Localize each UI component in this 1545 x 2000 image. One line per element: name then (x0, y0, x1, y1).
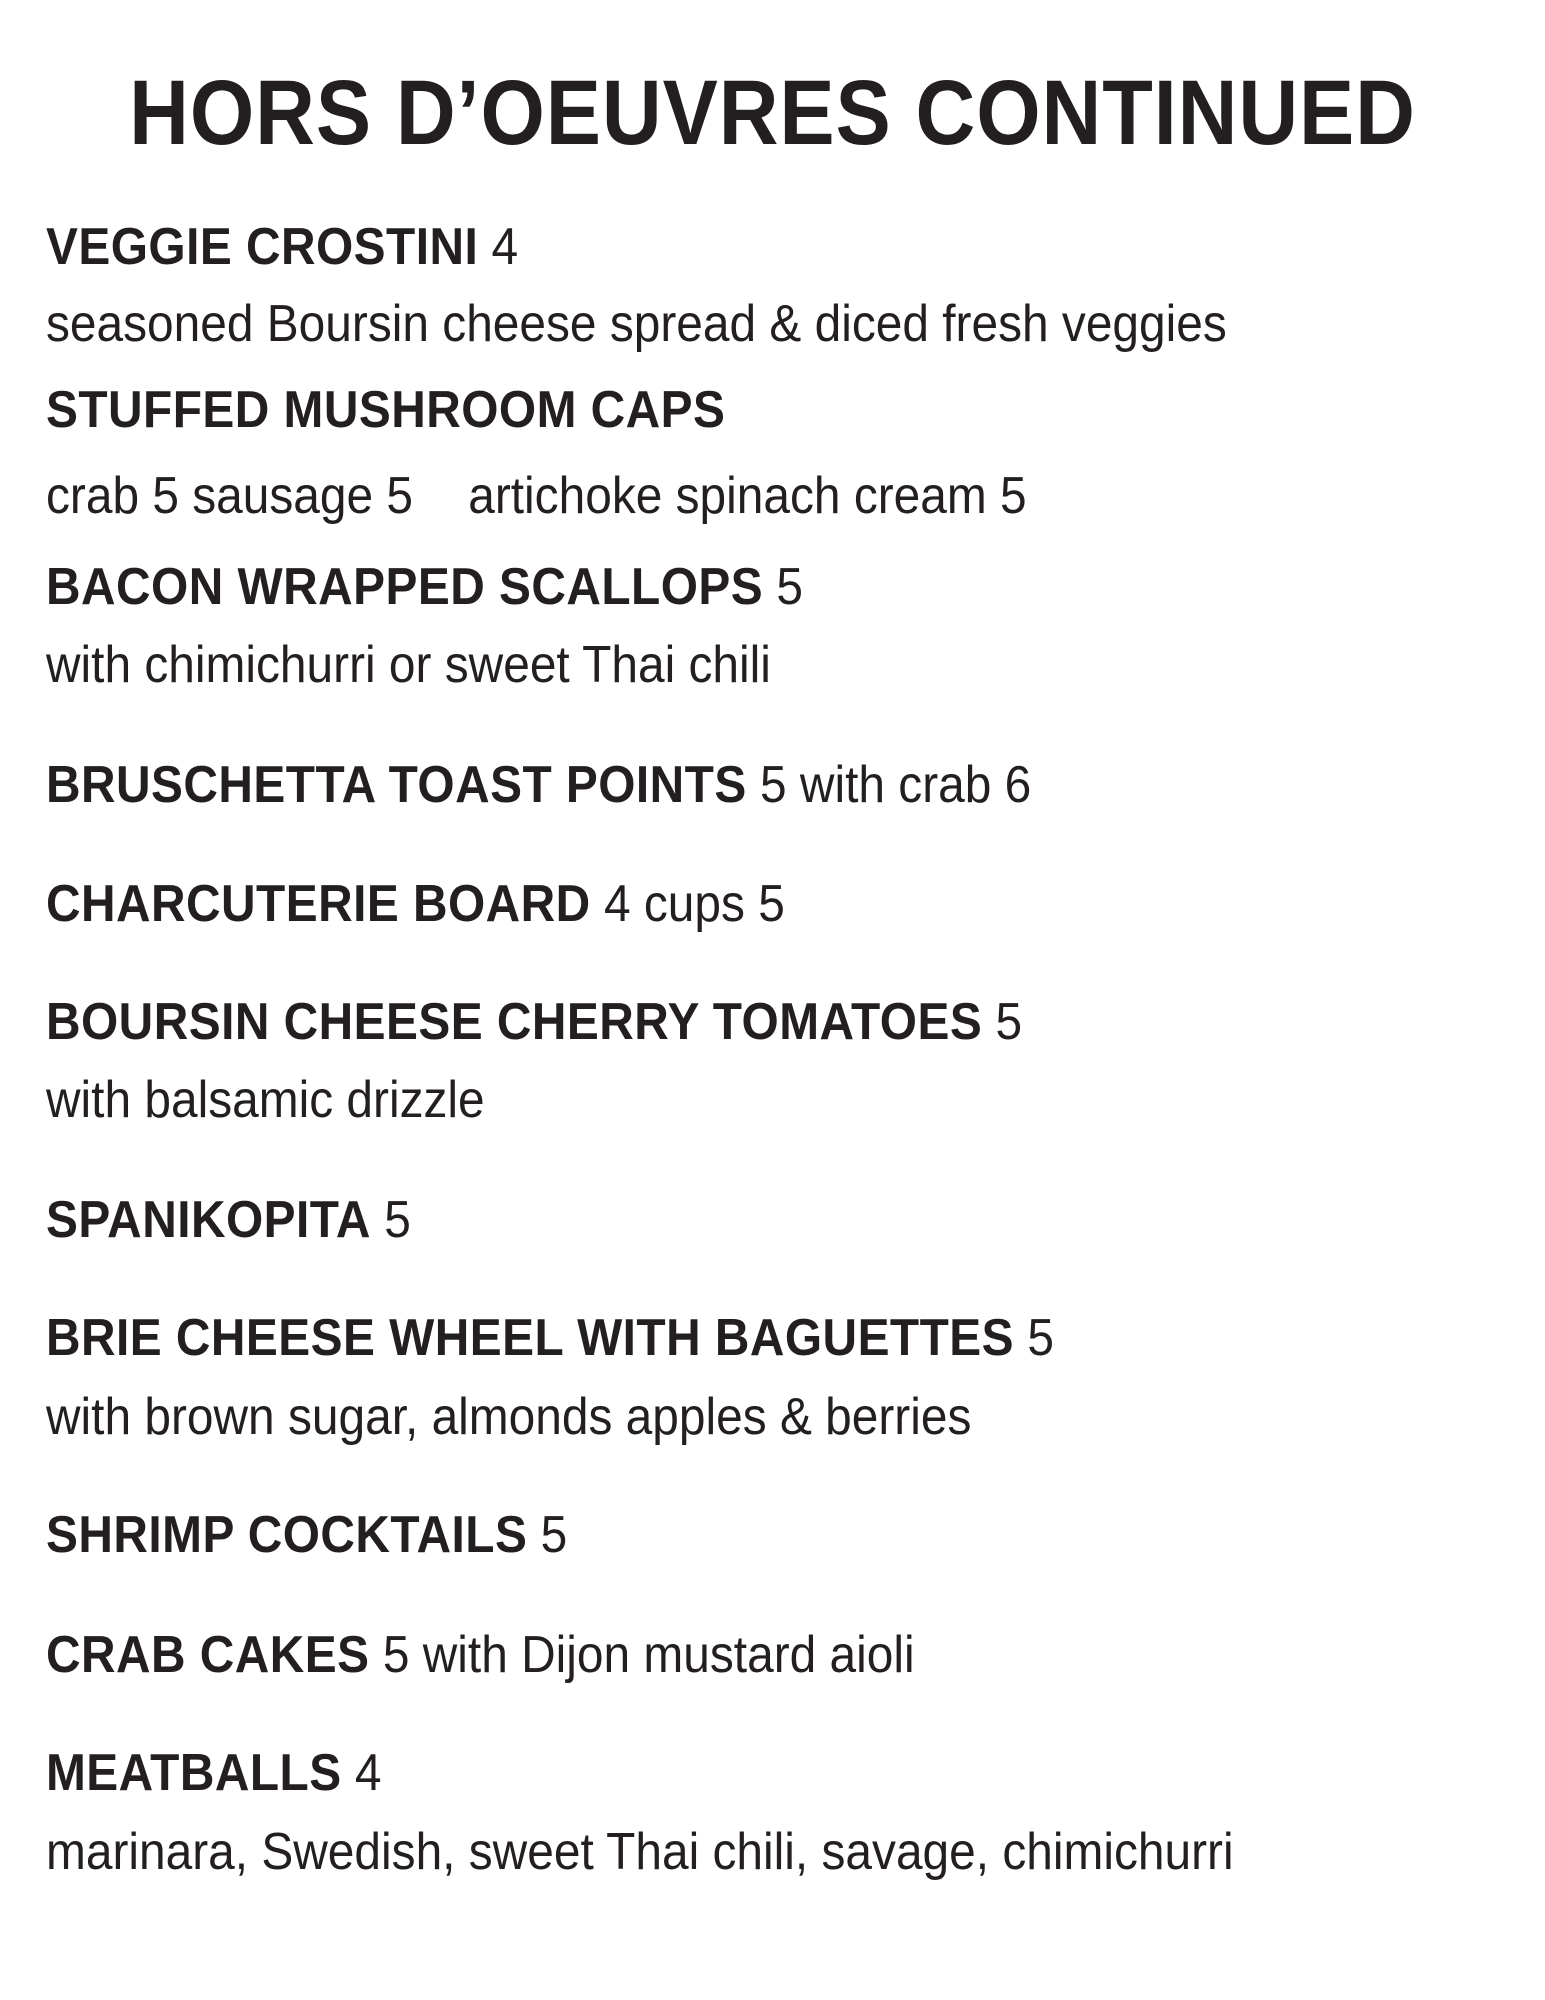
menu-item-price: 5 (995, 993, 1023, 1051)
menu-item-heading (46, 1306, 1054, 1370)
menu-item-heading (46, 215, 518, 279)
menu-item-heading (46, 753, 1031, 817)
menu-item-heading (46, 872, 785, 936)
menu-item-options (46, 464, 1027, 528)
menu-item-price: 5 with Dijon mustard aioli (382, 1626, 915, 1684)
menu-item-price: 5 (776, 558, 804, 616)
menu-item-name: CRAB CAKES (46, 1626, 370, 1684)
menu-item-heading (46, 1503, 567, 1567)
menu-item-heading (46, 1188, 411, 1252)
menu-item-heading (46, 990, 1022, 1054)
menu-item-price: 4 (491, 218, 519, 276)
menu-item-name: MEATBALLS (46, 1744, 342, 1802)
menu-item-description: with balsamic drizzle (46, 1071, 485, 1129)
menu-item-name: BACON WRAPPED SCALLOPS (46, 558, 764, 616)
menu-item-description: seasoned Boursin cheese spread & diced fresh veggies (46, 295, 1227, 353)
menu-item-description: with brown sugar, almonds apples & berries (46, 1388, 972, 1446)
menu-item-name: VEGGIE CROSTINI (46, 218, 479, 276)
menu-item-heading (46, 555, 803, 619)
menu-item-price: 5 (384, 1191, 411, 1249)
menu-item-price: 4 (354, 1744, 382, 1802)
menu-item-name: BRIE CHEESE WHEEL WITH BAGUETTES (46, 1309, 1015, 1367)
menu-item-name: STUFFED MUSHROOM CAPS (46, 381, 726, 439)
menu-item-description: marinara, Swedish, sweet Thai chili, savage, chimichurri (46, 1823, 1234, 1881)
menu-item-name: SHRIMP COCKTAILS (46, 1506, 528, 1564)
menu-item-heading (46, 1741, 381, 1805)
menu-item-price: 4 cups 5 (603, 875, 785, 933)
menu-item-option: crab 5 sausage 5 (46, 467, 414, 525)
menu-item-name: SPANIKOPITA (46, 1191, 371, 1249)
menu-item-name: CHARCUTERIE BOARD (46, 875, 591, 933)
menu-item-option: artichoke spinach cream 5 (468, 467, 1027, 525)
menu-item-description: with chimichurri or sweet Thai chili (46, 636, 771, 694)
menu-item-heading (46, 1623, 915, 1687)
page-title: HORS D’OEUVRES CONTINUED (129, 62, 1416, 164)
menu-item-name: BRUSCHETTA TOAST POINTS (46, 756, 747, 814)
menu-item-price: 5 (540, 1506, 568, 1564)
menu-item-name: BOURSIN CHEESE CHERRY TOMATOES (46, 993, 983, 1051)
menu-item-price: 5 (1027, 1309, 1054, 1367)
menu-item-heading (46, 378, 725, 442)
menu-item-price: 5 with crab 6 (760, 756, 1032, 814)
